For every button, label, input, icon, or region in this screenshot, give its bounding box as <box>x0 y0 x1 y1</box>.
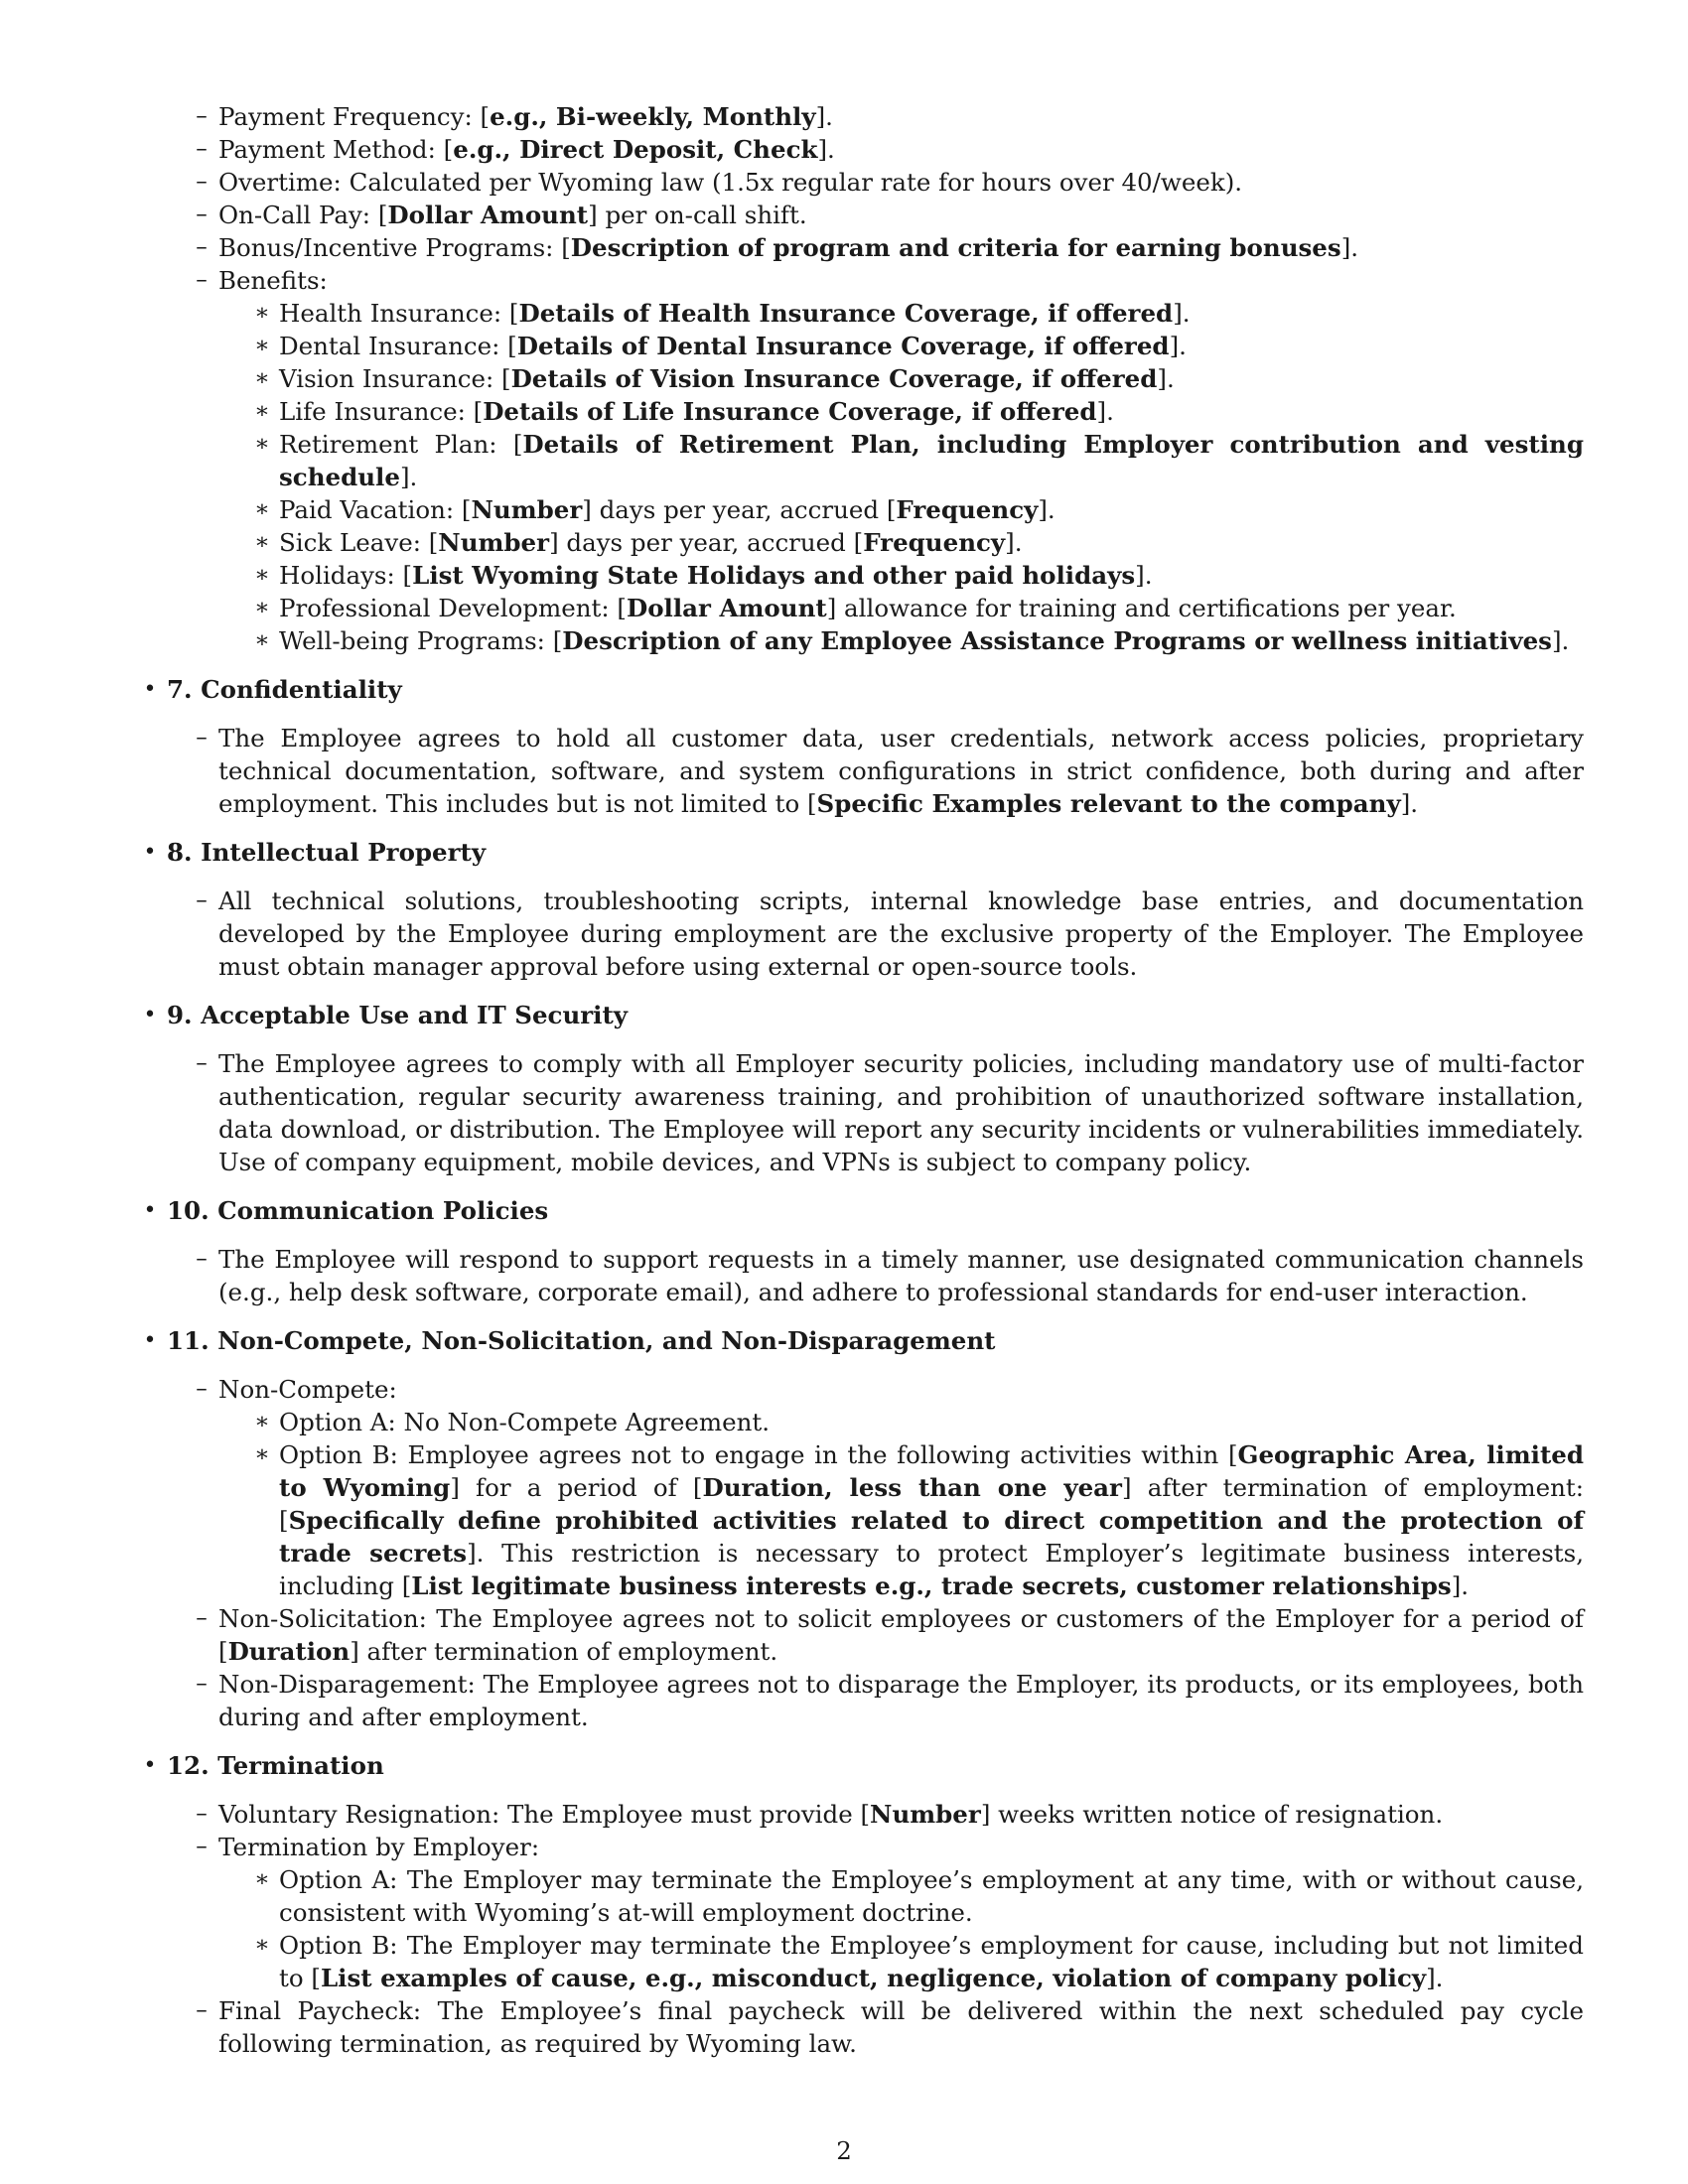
star-marker: ∗ <box>254 300 270 326</box>
list-item: – Bonus/Incentive Programs: [Description of program and criteria for earning bonuses]. <box>0 231 1688 264</box>
section-title: 12. Termination <box>167 1751 384 1780</box>
section-title: 10. Communication Policies <box>167 1196 549 1225</box>
list-item: – On-Call Pay: [Dollar Amount] per on-call shift. <box>0 199 1688 231</box>
dash-marker: – <box>196 1605 208 1631</box>
section-heading <box>0 1749 1688 1782</box>
dash-marker: – <box>196 103 208 129</box>
list-item: – Final Paycheck: The Employee’s final paycheck will be delivered within the next scheduled pay cycle following termination, as required by Wyoming law. <box>0 1994 1688 2060</box>
bullet-marker: • <box>143 1198 157 1223</box>
section-heading <box>0 1324 1688 1357</box>
section-body: – All technical solutions, troubleshooting scripts, internal knowledge base entries, and documentation developed by the Employee during employment are the exclusive property of the Employer. The Employee must obtain manager approval before using external or open-source tools. <box>0 885 1688 983</box>
section-body: – The Employee agrees to comply with all Employer security policies, including mandatory use of multi-factor authentication, regular security awareness training, and prohibition of unauthorized software installation, data download, or distribution. The Employee will report any security incidents or vulnerabilities immediately. Use of company equipment, mobile devices, and VPNs is subject to company policy. <box>0 1047 1688 1178</box>
page-number: 2 <box>836 2136 852 2165</box>
dash-marker: – <box>196 1997 208 2023</box>
dash-marker: – <box>196 1376 208 1402</box>
list-item: – Payment Method: [e.g., Direct Deposit, Check]. <box>0 133 1688 166</box>
benefit-item: ∗ Professional Development: [Dollar Amount] allowance for training and certifications per year. <box>0 592 1688 624</box>
star-marker: ∗ <box>254 1866 270 1892</box>
star-marker: ∗ <box>254 562 270 588</box>
bullet-marker: • <box>143 840 157 865</box>
compensation-list <box>0 100 1688 657</box>
list-item: – Non-Compete: <box>0 1373 1688 1406</box>
benefit-item: ∗ Holidays: [List Wyoming State Holidays and other paid holidays]. <box>0 559 1688 592</box>
star-marker: ∗ <box>254 496 270 522</box>
section-heading <box>0 673 1688 706</box>
list-item: – Termination by Employer: <box>0 1831 1688 1863</box>
section-title: 11. Non-Compete, Non-Solicitation, and Non-Disparagement <box>167 1326 996 1355</box>
dash-marker: – <box>196 1246 208 1272</box>
list-item: – Payment Frequency: [e.g., Bi-weekly, Monthly]. <box>0 100 1688 133</box>
section-title: 8. Intellectual Property <box>167 838 487 867</box>
star-marker: ∗ <box>254 398 270 424</box>
bullet-marker: • <box>143 1328 157 1353</box>
benefit-item: ∗ Paid Vacation: [Number] days per year, accrued [Frequency]. <box>0 493 1688 526</box>
bullet-marker: • <box>143 1753 157 1778</box>
section-heading <box>0 999 1688 1031</box>
star-marker: ∗ <box>254 595 270 620</box>
benefit-item: ∗ Retirement Plan: [Details of Retirement Plan, including Employer contribution and vesting schedule]. <box>0 428 1688 493</box>
dash-marker: – <box>196 1801 208 1827</box>
option-item: ∗ Option B: Employee agrees not to engage in the following activities within [Geographic Area, limited to Wyoming] for a period of [Duration, less than one year] after termination of employment: [Specifically define prohibited activities related to direct competition and the protection of trade secrets]. This restriction is necessary to protect Employer’s legitimate business interests, including [List legitimate business interests e.g., trade secrets, customer relationships]. <box>0 1438 1688 1602</box>
dash-marker: – <box>196 1050 208 1076</box>
dash-marker: – <box>196 169 208 195</box>
bullet-marker: • <box>143 1003 157 1027</box>
star-marker: ∗ <box>254 431 270 457</box>
dash-marker: – <box>196 887 208 913</box>
section-body: – The Employee will respond to support requests in a timely manner, use designated communication channels (e.g., help desk software, corporate email), and adhere to professional standards for end-user interaction. <box>0 1243 1688 1308</box>
dash-marker: – <box>196 1834 208 1859</box>
list-item: – Non-Disparagement: The Employee agrees not to disparage the Employer, its products, or its employees, both during and after employment. <box>0 1668 1688 1733</box>
star-marker: ∗ <box>254 365 270 391</box>
benefit-item: ∗ Well-being Programs: [Description of any Employee Assistance Programs or wellness initiatives]. <box>0 624 1688 657</box>
section-title: 7. Confidentiality <box>167 675 402 704</box>
star-marker: ∗ <box>254 1441 270 1467</box>
benefit-item: ∗ Sick Leave: [Number] days per year, accrued [Frequency]. <box>0 526 1688 559</box>
list-item: – Non-Solicitation: The Employee agrees not to solicit employees or customers of the Employer for a period of [Duration] after termination of employment. <box>0 1602 1688 1668</box>
star-marker: ∗ <box>254 529 270 555</box>
dash-marker: – <box>196 1671 208 1697</box>
section-heading <box>0 1194 1688 1227</box>
dash-marker: – <box>196 136 208 162</box>
dash-marker: – <box>196 725 208 751</box>
section-body: – The Employee agrees to hold all customer data, user credentials, network access policies, proprietary technical documentation, software, and system configurations in strict confidence, both during and after employment. This includes but is not limited to [Specific Examples relevant to the company]. <box>0 722 1688 820</box>
section-heading <box>0 836 1688 869</box>
section-title: 9. Acceptable Use and IT Security <box>167 1001 629 1029</box>
star-marker: ∗ <box>254 333 270 358</box>
benefit-item: ∗ Dental Insurance: [Details of Dental Insurance Coverage, if offered]. <box>0 330 1688 362</box>
option-item: ∗ Option A: No Non-Compete Agreement. <box>0 1406 1688 1438</box>
list-item: – Voluntary Resignation: The Employee must provide [Number] weeks written notice of resignation. <box>0 1798 1688 1831</box>
star-marker: ∗ <box>254 627 270 653</box>
option-item: ∗ Option A: The Employer may terminate the Employee’s employment at any time, with or without cause, consistent with Wyoming’s at-will employment doctrine. <box>0 1863 1688 1929</box>
star-marker: ∗ <box>254 1409 270 1434</box>
star-marker: ∗ <box>254 1932 270 1958</box>
list-item: – Benefits: <box>0 264 1688 297</box>
option-item: ∗ Option B: The Employer may terminate the Employee’s employment for cause, including but not limited to [List examples of cause, e.g., misconduct, negligence, violation of company policy]. <box>0 1929 1688 1994</box>
list-item: – Overtime: Calculated per Wyoming law (1.5x regular rate for hours over 40/week). <box>0 166 1688 199</box>
dash-marker: – <box>196 202 208 227</box>
benefit-item: ∗ Life Insurance: [Details of Life Insurance Coverage, if offered]. <box>0 395 1688 428</box>
benefit-item: ∗ Vision Insurance: [Details of Vision Insurance Coverage, if offered]. <box>0 362 1688 395</box>
dash-marker: – <box>196 267 208 293</box>
benefit-item: ∗ Health Insurance: [Details of Health Insurance Coverage, if offered]. <box>0 297 1688 330</box>
bullet-marker: • <box>143 677 157 702</box>
dash-marker: – <box>196 234 208 260</box>
